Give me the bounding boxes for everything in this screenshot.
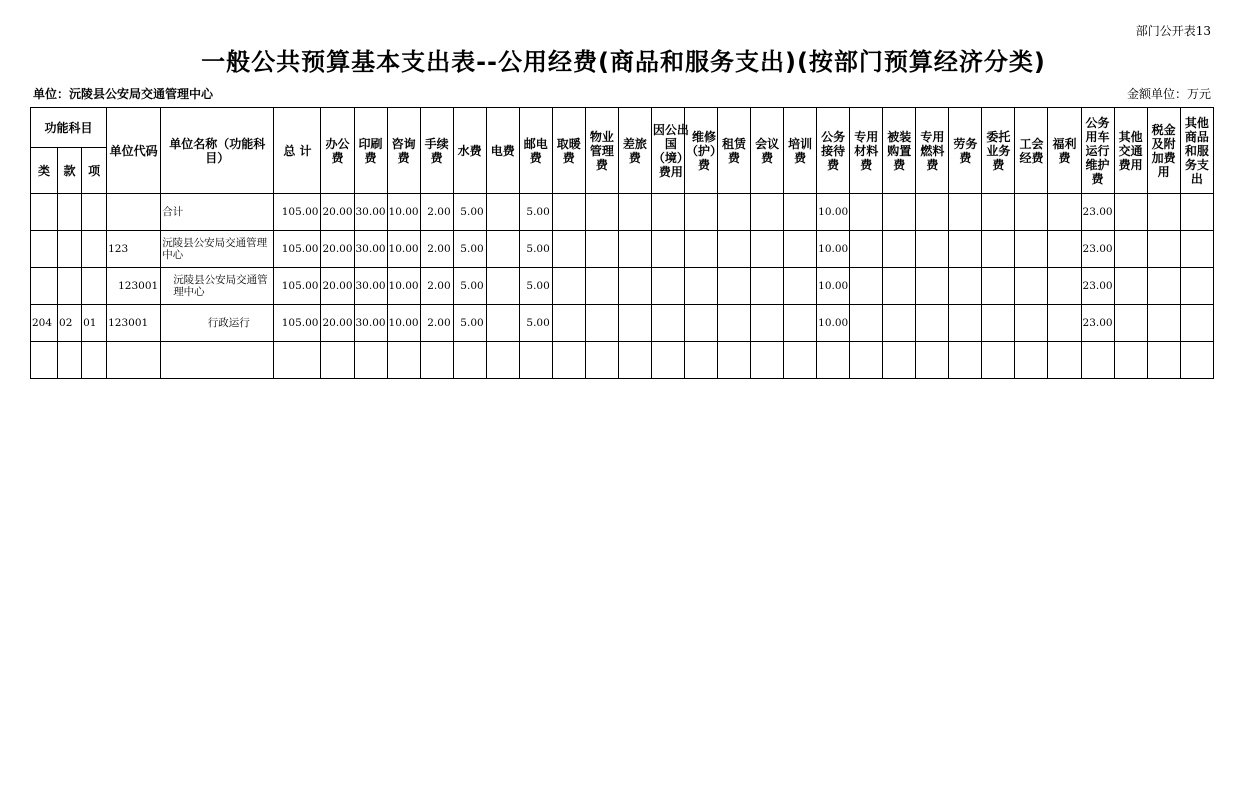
amount-cell: [684, 231, 717, 268]
amount-cell: [420, 342, 453, 379]
amount-cell: [1147, 305, 1180, 342]
amount-cell: [982, 231, 1015, 268]
amount-cell: [1015, 268, 1048, 305]
amount-cell: [321, 342, 354, 379]
amount-cell: [1048, 268, 1081, 305]
amount-cell: [585, 231, 618, 268]
amount-cell: 20.00: [321, 231, 354, 268]
amount-cell: 20.00: [321, 268, 354, 305]
total-header: 总 计: [274, 108, 321, 194]
amount-cell: [784, 194, 817, 231]
amount-cell: 5.00: [519, 231, 552, 268]
amount-cell: [817, 342, 850, 379]
xiang-cell: 01: [82, 305, 107, 342]
col-header: 其他交通费用: [1114, 108, 1147, 194]
amount-cell: [1048, 305, 1081, 342]
table-row: [31, 305, 1214, 342]
amount-cell: 2.00: [420, 305, 453, 342]
amount-cell: [1114, 342, 1147, 379]
col-header: 工会经费: [1015, 108, 1048, 194]
unit-label: 单位：沅陵县公安局交通管理中心: [33, 87, 214, 101]
total-cell: 105.00: [274, 231, 321, 268]
amount-cell: [618, 268, 651, 305]
amount-cell: [1048, 194, 1081, 231]
col-header: 办公费: [321, 108, 354, 194]
amount-cell: [585, 305, 618, 342]
col-header: 水费: [453, 108, 486, 194]
col-header: 维修（护）费: [684, 108, 717, 194]
col-header: 专用材料费: [850, 108, 883, 194]
amount-cell: [1114, 194, 1147, 231]
amount-cell: 30.00: [354, 194, 387, 231]
amount-cell: [1180, 268, 1213, 305]
xiang-header: 项: [82, 148, 107, 194]
amount-cell: [949, 194, 982, 231]
amount-cell: [751, 268, 784, 305]
amount-cell: [1048, 231, 1081, 268]
amount-cell: [1015, 305, 1048, 342]
amount-cell: 30.00: [354, 231, 387, 268]
amount-cell: 30.00: [354, 268, 387, 305]
amount-cell: [916, 342, 949, 379]
amount-cell: [1048, 342, 1081, 379]
amount-cell: [1180, 342, 1213, 379]
col-header: 取暖费: [552, 108, 585, 194]
lei-cell: [31, 194, 58, 231]
amount-cell: [651, 342, 684, 379]
amount-cell: [486, 342, 519, 379]
amount-cell: 5.00: [519, 268, 552, 305]
unit-code-cell: 123001: [107, 305, 161, 342]
amount-cell: 10.00: [387, 268, 420, 305]
amount-cell: 10.00: [817, 231, 850, 268]
lei-header: 类: [31, 148, 58, 194]
xiang-cell: [82, 194, 107, 231]
col-header: 租赁费: [718, 108, 751, 194]
amount-cell: 23.00: [1081, 231, 1114, 268]
col-header: 物业管理费: [585, 108, 618, 194]
col-header: 其他商品和服务支出: [1180, 108, 1213, 194]
amount-cell: 2.00: [420, 268, 453, 305]
col-header: 委托业务费: [982, 108, 1015, 194]
table-row: [31, 231, 1214, 268]
amount-cell: [883, 194, 916, 231]
table-body: [31, 194, 1214, 379]
amount-cell: 23.00: [1081, 268, 1114, 305]
amount-cell: [519, 342, 552, 379]
total-cell: 105.00: [274, 268, 321, 305]
amount-cell: [1147, 194, 1180, 231]
col-header: 公务接待费: [817, 108, 850, 194]
amount-cell: [784, 342, 817, 379]
amount-cell: [387, 342, 420, 379]
unit-name-header: 单位名称（功能科目）: [161, 108, 274, 194]
amount-cell: [751, 231, 784, 268]
col-header: 劳务费: [949, 108, 982, 194]
amount-cell: [585, 268, 618, 305]
amount-cell: [883, 342, 916, 379]
amount-cell: [751, 342, 784, 379]
amount-cell: 2.00: [420, 231, 453, 268]
amount-cell: [618, 342, 651, 379]
amount-cell: [453, 342, 486, 379]
amount-cell: [684, 342, 717, 379]
amount-cell: [916, 194, 949, 231]
amount-cell: [1180, 231, 1213, 268]
amount-cell: [552, 342, 585, 379]
amount-cell: [684, 305, 717, 342]
amount-cell: [684, 194, 717, 231]
amount-cell: 5.00: [453, 305, 486, 342]
amount-cell: [982, 268, 1015, 305]
amount-cell: 5.00: [453, 268, 486, 305]
amount-cell: [982, 305, 1015, 342]
amount-cell: 23.00: [1081, 194, 1114, 231]
col-header: 税金及附加费用: [1147, 108, 1180, 194]
amount-cell: [1147, 268, 1180, 305]
amount-cell: [1147, 342, 1180, 379]
amount-cell: [552, 194, 585, 231]
amount-cell: 10.00: [387, 194, 420, 231]
kuan-header: 款: [58, 148, 82, 194]
amount-cell: [850, 342, 883, 379]
amount-cell: [552, 305, 585, 342]
amount-cell: [784, 305, 817, 342]
xiang-cell: [82, 231, 107, 268]
budget-table: [30, 107, 1214, 379]
amount-cell: [949, 268, 982, 305]
col-header: 电费: [486, 108, 519, 194]
func-subject-header: 功能科目: [31, 108, 107, 148]
lei-cell: [31, 231, 58, 268]
lei-cell: 204: [31, 305, 58, 342]
amount-cell: [850, 305, 883, 342]
xiang-cell: [82, 342, 107, 379]
col-header: 差旅费: [618, 108, 651, 194]
amount-cell: [718, 231, 751, 268]
unit-name-cell: 合计: [161, 194, 274, 231]
unit-name-cell: 沅陵县公安局交通管理中心: [161, 231, 274, 268]
amount-cell: [651, 268, 684, 305]
amount-cell: [651, 194, 684, 231]
amount-cell: [1114, 231, 1147, 268]
amount-cell: [883, 231, 916, 268]
unit-code-cell: [107, 342, 161, 379]
kuan-cell: [58, 231, 82, 268]
amount-cell: [850, 268, 883, 305]
kuan-cell: [58, 342, 82, 379]
amount-cell: [883, 268, 916, 305]
amount-cell: [1015, 231, 1048, 268]
col-header: 印刷费: [354, 108, 387, 194]
amount-cell: [1180, 305, 1213, 342]
table-row: [31, 342, 1214, 379]
amount-cell: [718, 268, 751, 305]
amount-cell: [1180, 194, 1213, 231]
amount-cell: [1015, 342, 1048, 379]
form-number: 部门公开表13: [1135, 24, 1211, 38]
col-header: 因公出国（境）费用: [651, 108, 684, 194]
unit-name-cell: 行政运行: [161, 305, 274, 342]
amount-cell: 10.00: [387, 305, 420, 342]
col-header: 咨询费: [387, 108, 420, 194]
amount-cell: [1114, 268, 1147, 305]
amount-cell: [651, 231, 684, 268]
total-cell: 105.00: [274, 305, 321, 342]
amount-cell: [916, 305, 949, 342]
amount-cell: [684, 268, 717, 305]
amount-cell: 20.00: [321, 305, 354, 342]
amount-cell: [949, 231, 982, 268]
amount-cell: [1114, 305, 1147, 342]
amount-cell: [751, 305, 784, 342]
col-header: 手续费: [420, 108, 453, 194]
amount-cell: [585, 342, 618, 379]
unit-code-cell: [107, 194, 161, 231]
amount-cell: [850, 194, 883, 231]
table-row: [31, 194, 1214, 231]
col-header: 专用燃料费: [916, 108, 949, 194]
amount-cell: [949, 305, 982, 342]
unit-name-cell: 沅陵县公安局交通管理中心: [161, 268, 274, 305]
amount-cell: [1015, 194, 1048, 231]
amount-cell: [486, 231, 519, 268]
amount-cell: [982, 194, 1015, 231]
table-row: [31, 268, 1214, 305]
amount-cell: 10.00: [387, 231, 420, 268]
kuan-cell: 02: [58, 305, 82, 342]
amount-cell: 20.00: [321, 194, 354, 231]
amount-cell: [916, 231, 949, 268]
amount-cell: [486, 194, 519, 231]
amount-cell: [784, 268, 817, 305]
amount-cell: [718, 194, 751, 231]
kuan-cell: [58, 194, 82, 231]
amount-cell: 23.00: [1081, 305, 1114, 342]
unit-code-cell: 123001: [107, 268, 161, 305]
amount-cell: [883, 305, 916, 342]
amount-cell: 5.00: [519, 305, 552, 342]
unit-name-cell: [161, 342, 274, 379]
amount-cell: [354, 342, 387, 379]
col-header: 福利费: [1048, 108, 1081, 194]
col-header: 被装购置费: [883, 108, 916, 194]
xiang-cell: [82, 268, 107, 305]
page-title: 一般公共预算基本支出表--公用经费(商品和服务支出)(按部门预算经济分类): [201, 48, 1046, 76]
amount-cell: [651, 305, 684, 342]
total-cell: [274, 342, 321, 379]
col-header: 公务用车运行维护费: [1081, 108, 1114, 194]
amount-cell: [486, 305, 519, 342]
col-header: 邮电费: [519, 108, 552, 194]
amount-unit-label: 金额单位：万元: [1126, 87, 1211, 101]
amount-cell: [718, 342, 751, 379]
unit-code-cell: 123: [107, 231, 161, 268]
amount-cell: [916, 268, 949, 305]
amount-cell: [949, 342, 982, 379]
amount-cell: [982, 342, 1015, 379]
amount-cell: 10.00: [817, 268, 850, 305]
total-cell: 105.00: [274, 194, 321, 231]
amount-cell: [585, 194, 618, 231]
amount-cell: [618, 194, 651, 231]
amount-cell: [718, 305, 751, 342]
unit-code-header: 单位代码: [107, 108, 161, 194]
amount-cell: 5.00: [453, 231, 486, 268]
amount-cell: [1081, 342, 1114, 379]
amount-cell: [552, 268, 585, 305]
amount-cell: [751, 194, 784, 231]
amount-cell: [1147, 231, 1180, 268]
kuan-cell: [58, 268, 82, 305]
amount-cell: 10.00: [817, 194, 850, 231]
amount-cell: 2.00: [420, 194, 453, 231]
amount-cell: 30.00: [354, 305, 387, 342]
amount-cell: 5.00: [519, 194, 552, 231]
amount-cell: 5.00: [453, 194, 486, 231]
amount-cell: [618, 305, 651, 342]
amount-cell: [552, 231, 585, 268]
col-header: 会议费: [751, 108, 784, 194]
amount-cell: [486, 268, 519, 305]
lei-cell: [31, 342, 58, 379]
col-header: 培训费: [784, 108, 817, 194]
amount-cell: [784, 231, 817, 268]
amount-cell: 10.00: [817, 305, 850, 342]
amount-cell: [618, 231, 651, 268]
lei-cell: [31, 268, 58, 305]
amount-cell: [850, 231, 883, 268]
